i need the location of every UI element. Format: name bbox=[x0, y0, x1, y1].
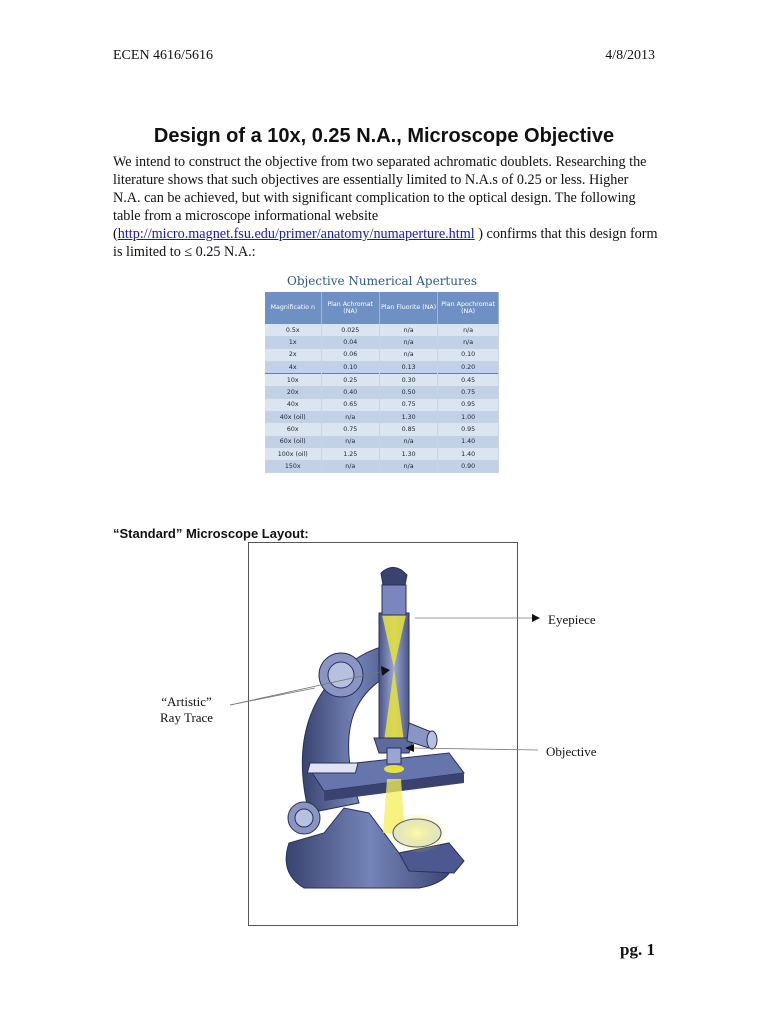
page-title: Design of a 10x, 0.25 N.A., Microscope Objective bbox=[153, 125, 615, 147]
table-cell: 1.00 bbox=[438, 411, 499, 423]
table-cell: 0.65 bbox=[321, 399, 379, 411]
table-cell: 40x bbox=[265, 399, 321, 411]
table-cell: n/a bbox=[379, 336, 437, 348]
table-cell: 0.90 bbox=[438, 460, 499, 472]
table-cell: 0.06 bbox=[321, 349, 379, 361]
table-cell: 1.40 bbox=[438, 436, 499, 448]
numaperture-link[interactable]: http://micro.magnet.fsu.edu/primer/anatomy/numaperture.html bbox=[117, 226, 475, 242]
table-cell: n/a bbox=[379, 349, 437, 361]
page-number: pg. 1 bbox=[620, 940, 655, 959]
table-cell: 20x bbox=[265, 386, 321, 398]
table-cell: 0.13 bbox=[379, 361, 437, 374]
section-label: “Standard” Microscope Layout: bbox=[113, 526, 309, 541]
header-plan-achromat: Plan Achromat (NA) bbox=[321, 292, 379, 324]
table-cell: n/a bbox=[438, 336, 499, 348]
table-cell: n/a bbox=[321, 411, 379, 423]
callout-objective: Objective bbox=[546, 744, 597, 759]
table-cell: 0.40 bbox=[321, 386, 379, 398]
table-cell: 1.25 bbox=[321, 448, 379, 460]
objective-arrow bbox=[405, 744, 414, 752]
table-cell: n/a bbox=[321, 460, 379, 472]
table-cell: 0.50 bbox=[379, 386, 437, 398]
table-cell: 0.025 bbox=[321, 324, 379, 336]
table-cell: 0.45 bbox=[438, 374, 499, 387]
table-cell: 0.75 bbox=[379, 399, 437, 411]
table-cell: 1.40 bbox=[438, 448, 499, 460]
eyepiece-arrow bbox=[532, 614, 540, 622]
header-plan-fluorite: Plan Fluorite (NA) bbox=[379, 292, 437, 324]
intro-text-before: We intend to construct the objective from two separated achromatic doublets. Researching the literature shows that such objectives are essentially limited to N.A.s of 0.25 or less. Higher N.A. can be achieved, but with significant complication to the optical design. The following table from a microscope informational website ( bbox=[113, 154, 647, 242]
table-cell: 0.5x bbox=[265, 324, 321, 336]
table-cell: 0.95 bbox=[438, 399, 499, 411]
table-cell: 1x bbox=[265, 336, 321, 348]
intro-text-after: ) confirms that this design form is limited to ≤ 0.25 N.A.: bbox=[113, 226, 658, 260]
table-cell: 10x bbox=[265, 374, 321, 387]
ray-trace-arrow bbox=[381, 666, 390, 676]
callout-eyepiece: Eyepiece bbox=[548, 612, 596, 627]
table-cell: 1.30 bbox=[379, 411, 437, 423]
table-cell: n/a bbox=[321, 436, 379, 448]
table-cell: 0.75 bbox=[438, 386, 499, 398]
table-cell: 0.10 bbox=[321, 361, 379, 374]
header-magnification: Magnificatio n bbox=[265, 292, 321, 324]
table-cell: 2x bbox=[265, 349, 321, 361]
table-cell: 0.04 bbox=[321, 336, 379, 348]
table-cell: 1.30 bbox=[379, 448, 437, 460]
table-cell: 40x (oil) bbox=[265, 411, 321, 423]
callout-artistic-line1: “Artistic” bbox=[161, 694, 212, 709]
table-cell: 0.85 bbox=[379, 423, 437, 435]
header-date: 4/8/2013 bbox=[605, 48, 655, 63]
table-cell: 60x bbox=[265, 423, 321, 435]
table-cell: n/a bbox=[379, 324, 437, 336]
table-cell: 0.25 bbox=[321, 374, 379, 387]
header-course: ECEN 4616/5616 bbox=[113, 48, 213, 63]
table-cell: n/a bbox=[438, 324, 499, 336]
table-cell: 0.20 bbox=[438, 361, 499, 374]
table-cell: n/a bbox=[379, 436, 437, 448]
table-cell: 0.95 bbox=[438, 423, 499, 435]
table-cell: n/a bbox=[379, 460, 437, 472]
table-cell: 60x (oil) bbox=[265, 436, 321, 448]
table-cell: 4x bbox=[265, 361, 321, 374]
table-title: Objective Numerical Apertures bbox=[287, 274, 477, 288]
header-plan-apochromat: Plan Apochromat (NA) bbox=[438, 292, 499, 324]
table-cell: 150x bbox=[265, 460, 321, 472]
table-cell: 0.30 bbox=[379, 374, 437, 387]
table-cell: 0.75 bbox=[321, 423, 379, 435]
table-cell: 100x (oil) bbox=[265, 448, 321, 460]
callout-artistic bbox=[160, 694, 213, 726]
table-cell: 0.10 bbox=[438, 349, 499, 361]
callout-artistic-line2: Ray Trace bbox=[160, 710, 214, 725]
